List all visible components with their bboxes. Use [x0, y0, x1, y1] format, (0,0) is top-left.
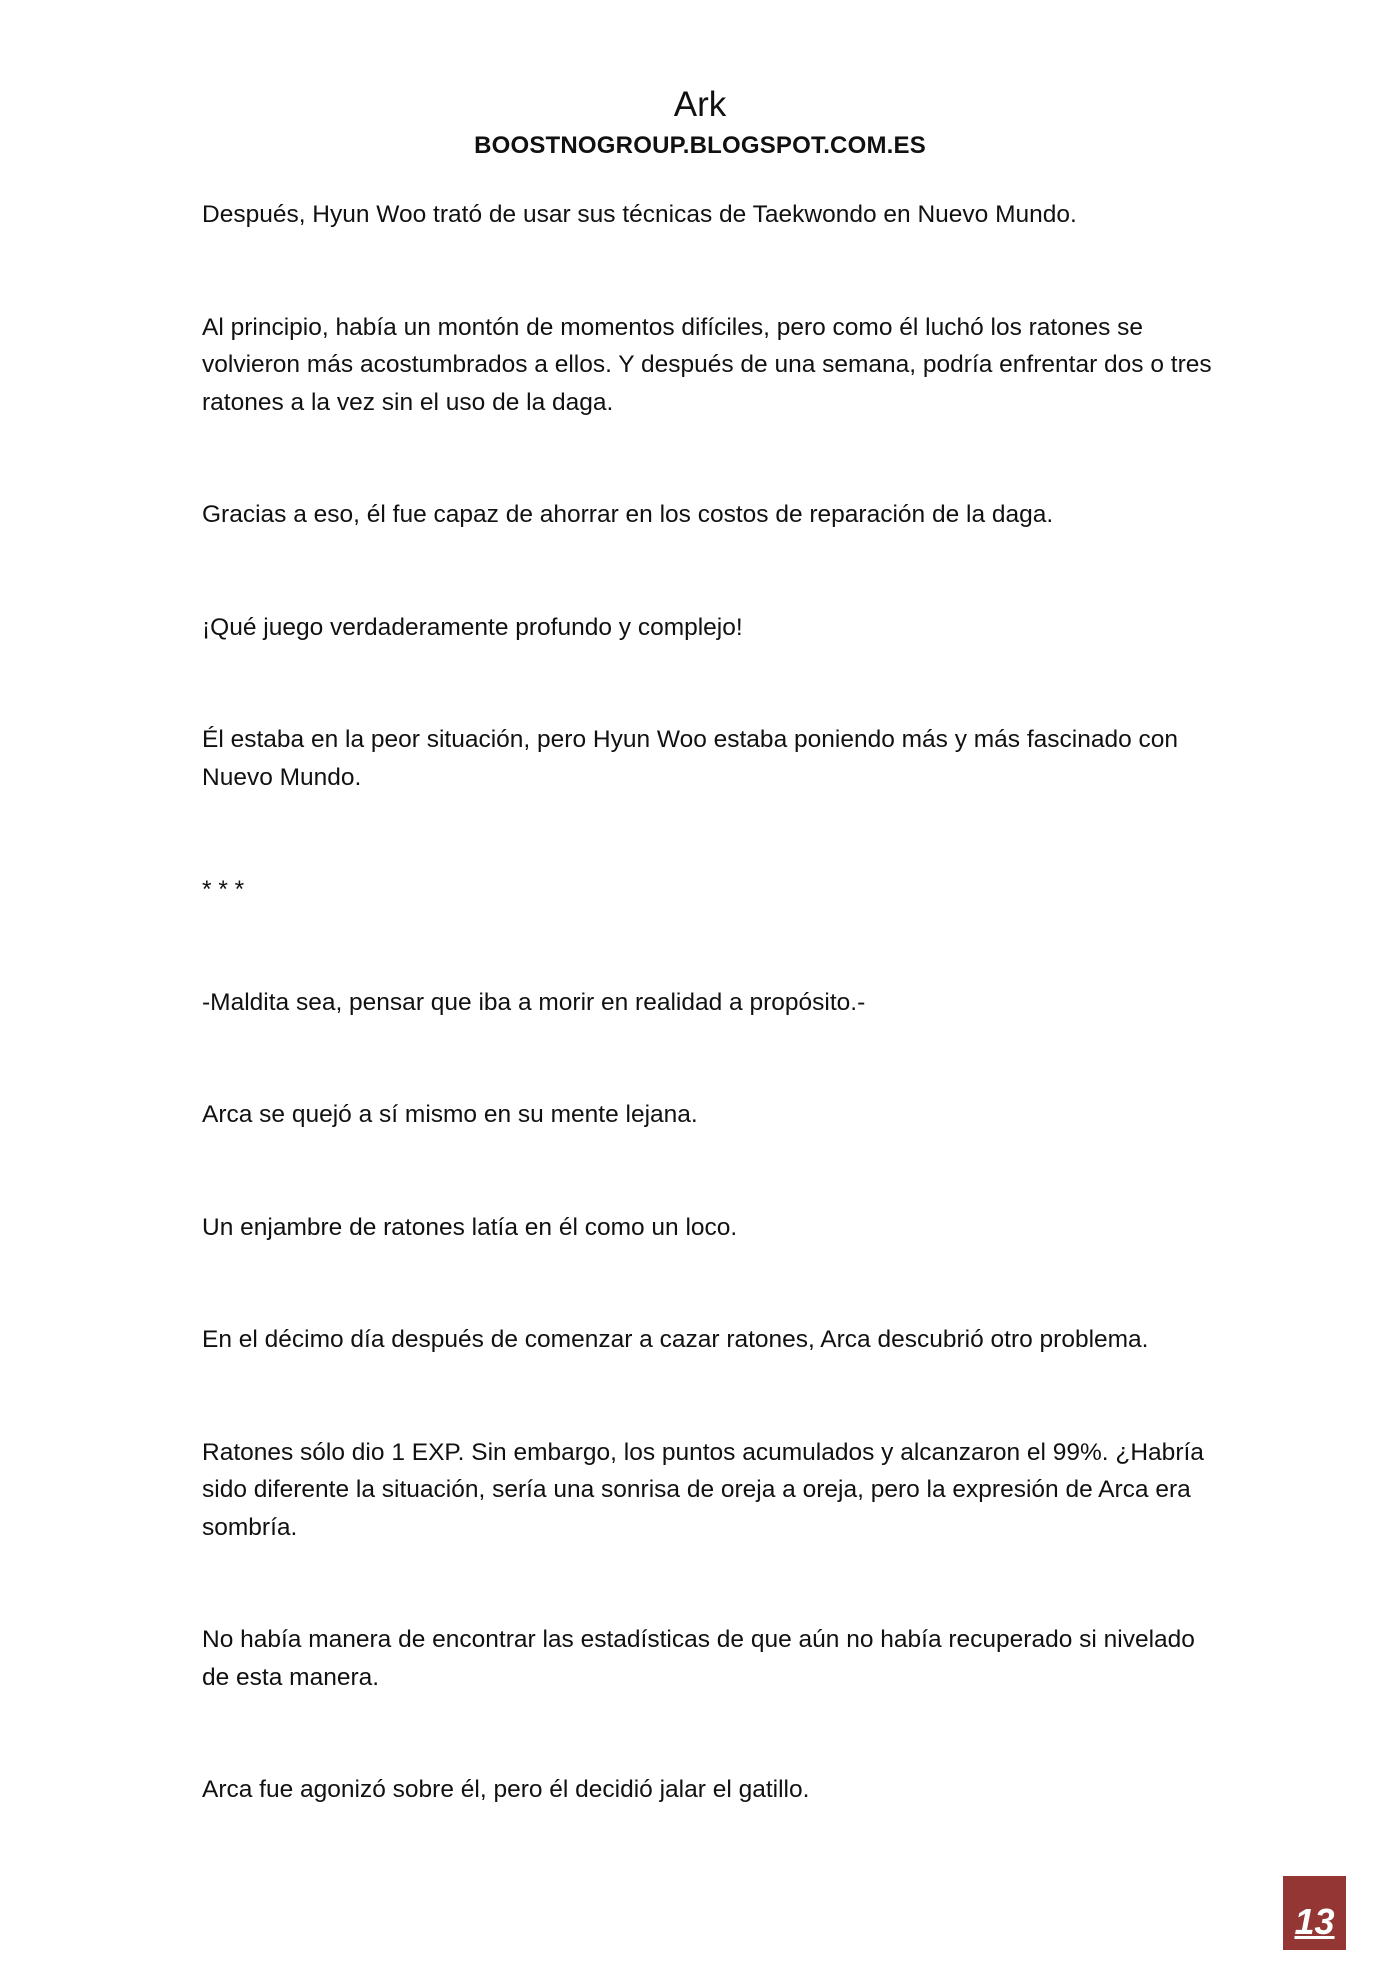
paragraph-3: Gracias a eso, él fue capaz de ahorrar en los costos de reparación de la daga. — [202, 501, 1054, 528]
paragraph-9: Un enjambre de ratones latía en él como un loco. — [202, 1213, 738, 1241]
paragraph-11: Ratones sólo dio 1 EXP. Sin embargo, los puntos acumulados y alcanzaron el 99%. ¿Habría sido diferente la situación, sería una sonrisa de oreja a oreja, pero la expresión de Arca era sombría. — [202, 1438, 1204, 1541]
paragraph-12: No había manera de encontrar las estadísticas de que aún no había recuperado si nivelado de esta manera. — [202, 1626, 1195, 1691]
scene-break: * * * — [202, 876, 245, 903]
paragraph-5: Él estaba en la peor situación, pero Hyun Woo estaba poniendo más y más fascinado con Nuevo Mundo. — [202, 726, 1179, 791]
page-number: 13 — [1294, 1901, 1335, 1942]
paragraph-2: Al principio, había un montón de momentos difíciles, pero como él luchó los ratones se volvieron más acostumbrados a ellos. Y después de una semana, podría enfrentar dos o tres ratones a la vez sin el uso de la daga. — [202, 313, 1212, 416]
paragraph-10: En el décimo día después de comenzar a cazar ratones, Arca descubrió otro problema. — [202, 1326, 1149, 1353]
paragraph-7: -Maldita sea, pensar que iba a morir en realidad a propósito.- — [202, 988, 866, 1016]
paragraph-13: Arca fue agonizó sobre él, pero él decidió jalar el gatillo. — [202, 1776, 810, 1803]
paragraph-1: Después, Hyun Woo trató de usar sus técnicas de Taekwondo en Nuevo Mundo. — [202, 201, 1077, 228]
paragraph-8: Arca se quejó a sí mismo en su mente lejana. — [202, 1101, 698, 1128]
page-header — [0, 82, 1400, 162]
body-text — [202, 196, 1212, 1884]
page-number-box — [1283, 1876, 1346, 1950]
document-subtitle: BOOSTNOGROUP.BLOGSPOT.COM.ES — [474, 132, 926, 159]
paragraph-4: ¡Qué juego verdaderamente profundo y complejo! — [202, 613, 743, 641]
document-title: Ark — [673, 85, 727, 124]
